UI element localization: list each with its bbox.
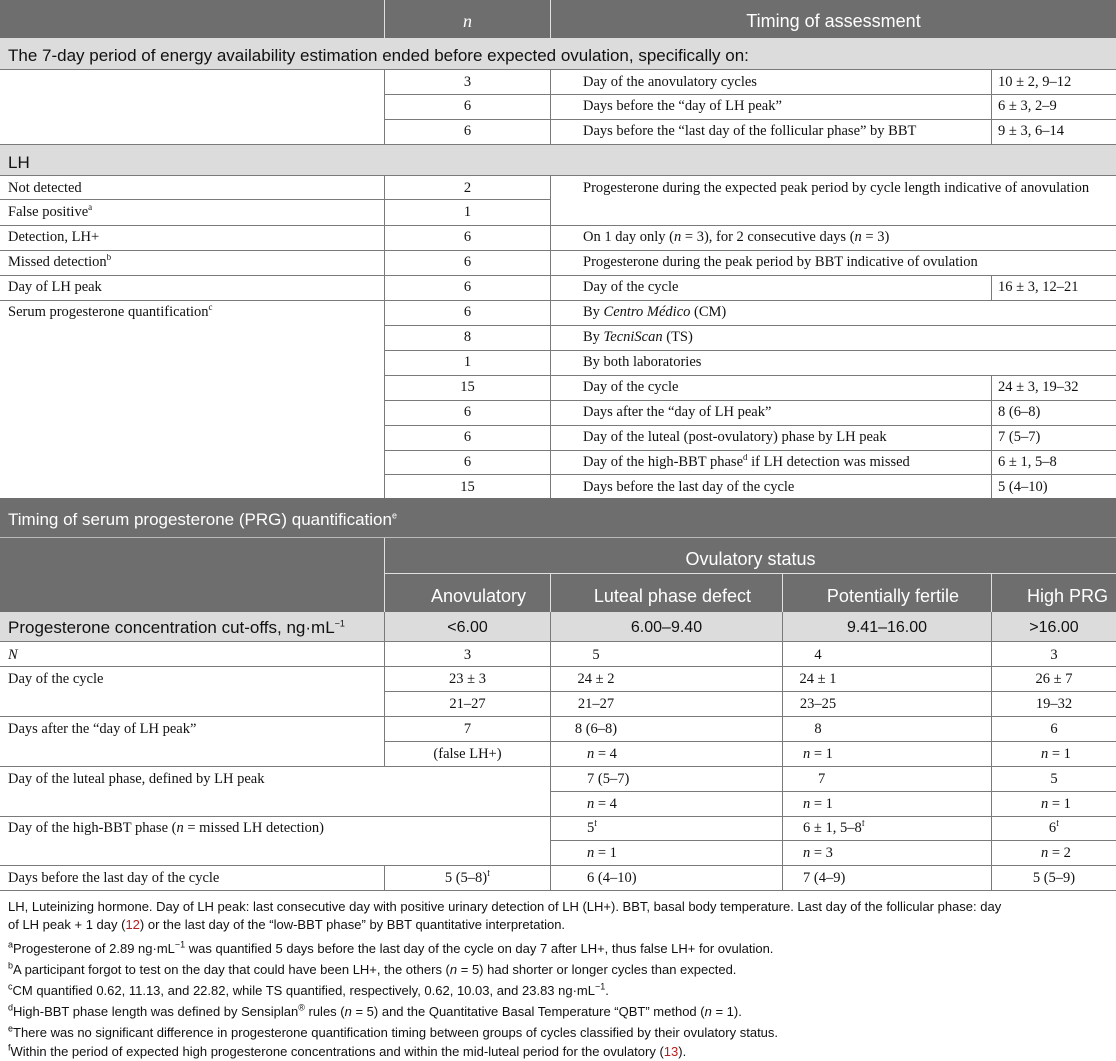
before-label: Days before the last day of the cycle: [8, 870, 220, 886]
day-cycle-mean-high-prg: 26 ± 7: [1035, 671, 1073, 687]
serum-row2-desc: By TecniScan (TS): [583, 329, 693, 345]
footnote-abbreviations-1: LH, Luteinizing hormone. Day of LH peak: last consecutive day with positive urinary detection of LH (LH+). BBT, basal body temperature. Last day of the follicular phase: day: [8, 899, 1002, 914]
footnote-abbreviations-2: of LH peak + 1 day (12) or the last day of the “low-BBT phase” by BBT quantitative interpretation.: [8, 917, 566, 932]
serum-row6-val: 7 (5–7): [998, 429, 1041, 445]
serum-row8-val: 5 (4–10): [998, 479, 1048, 495]
before-high-prg: 5 (5–9): [1032, 870, 1076, 886]
highbbt-sub-luteal-defect: n = 1: [587, 845, 617, 861]
days-after-sub-luteal-defect: n = 4: [587, 746, 617, 762]
s1-row1-n: 3: [463, 74, 472, 90]
days-after-high-prg: 6: [1050, 721, 1058, 737]
section3-title: Timing of serum progesterone (PRG) quantification$^e$: [0, 498, 1116, 538]
highbbt-sub-potentially-fertile: n = 3: [803, 845, 833, 861]
serum-row5-n: 6: [463, 404, 472, 420]
lh-peak-desc: Day of the cycle: [583, 279, 679, 295]
group-anovulatory: Anovulatory: [430, 586, 526, 606]
day-cycle-mean-potentially-fertile: 24 ± 1: [799, 671, 837, 687]
highbbt-sub-high-prg: n = 2: [1041, 845, 1071, 861]
before-potentially-fertile: 7 (4–9): [803, 870, 846, 886]
lh-false-positive-label: False positive$^a$: [8, 204, 93, 220]
serum-row2-n: 8: [463, 329, 472, 345]
serum-row1-n: 6: [463, 304, 472, 320]
cutoff-anovulatory: <6.00: [447, 619, 488, 636]
lh-false-positive-n: 1: [463, 204, 472, 220]
luteal-sub-luteal-defect: n = 4: [587, 796, 617, 812]
lh-missed-n: 6: [463, 254, 472, 270]
luteal-label: Day of the luteal phase, defined by LH peak: [8, 771, 265, 787]
s1-row2-desc: Days before the “day of LH peak”: [583, 98, 782, 114]
lh-detection-desc: On 1 day only (n = 3), for 2 consecutive days (n = 3): [583, 229, 890, 245]
s1-row1-desc: Day of the anovulatory cycles: [583, 74, 757, 90]
footnote-e: $^e$There was no significant difference in progesterone quantification timing between groups of cycles classified by their ovulatory status.: [8, 1023, 779, 1040]
section2-title: LH: [0, 144, 1116, 176]
N-high-prg: 3: [1050, 647, 1058, 663]
lh-peak-label: Day of LH peak: [8, 279, 102, 295]
serum-row4-desc: Day of the cycle: [583, 379, 679, 395]
reference-link-13[interactable]: 13: [663, 1044, 679, 1059]
day-cycle-range-anovulatory: 21–27: [449, 696, 486, 712]
days-after-anovulatory: 7: [463, 721, 472, 737]
ovulatory-status-label: Ovulatory status: [685, 549, 816, 569]
serum-row8-n: 15: [460, 479, 475, 495]
serum-row3-desc: By both laboratories: [583, 354, 702, 370]
section1-title: The 7-day period of energy availability estimation ended before expected ovulation, specifically on:: [0, 38, 1116, 70]
footnote-f: $^f$Within the period of expected high progesterone concentrations and within the mid-luteal period for the ovulatory (13).: [8, 1042, 687, 1059]
cutoff-luteal-defect: 6.00–9.40: [630, 619, 703, 636]
reference-link-12[interactable]: 12: [125, 917, 140, 932]
lh-detection-label: Detection, LH+: [8, 229, 100, 245]
serum-row4-val: 24 ± 3, 19–32: [998, 379, 1079, 395]
s1-row3-val: 9 ± 3, 6–14: [998, 123, 1064, 139]
cutoff-label: Progesterone concentration cut-offs, $ng\cdot mL^{-1}$: [8, 618, 345, 637]
group-high-prg: High PRG: [1026, 586, 1108, 606]
cutoff-potentially-fertile: 9.41–16.00: [846, 619, 928, 636]
days-after-potentially-fertile: 8: [814, 721, 822, 737]
serum-row7-val: 6 ± 1, 5–8: [998, 454, 1057, 470]
luteal-sub-high-prg: n = 1: [1041, 796, 1071, 812]
lh-detection-n: 6: [463, 229, 472, 245]
days-after-sub-anovulatory: (false LH+): [433, 746, 502, 762]
serum-row6-desc: Day of the luteal (post-ovulatory) phase by LH peak: [583, 429, 887, 445]
serum-row6-n: 6: [463, 429, 472, 445]
serum-row5-val: 8 (6–8): [998, 404, 1041, 420]
header-n: n: [385, 11, 550, 32]
serum-row8-desc: Days before the last day of the cycle: [583, 479, 795, 495]
s1-row3-n: 6: [463, 123, 472, 139]
serum-row4-n: 15: [460, 379, 475, 395]
day-cycle-range-high-prg: 19–32: [1035, 696, 1073, 712]
s1-row1-val: 10 ± 2, 9–12: [998, 74, 1072, 90]
day-cycle-mean-anovulatory: 23 ± 3: [449, 671, 486, 687]
days-after-sub-high-prg: n = 1: [1041, 746, 1071, 762]
lh-not-detected-label: Not detected: [8, 180, 82, 196]
group-potentially-fertile: Potentially fertile: [826, 586, 959, 606]
s1-row2-val: 6 ± 3, 2–9: [998, 98, 1057, 114]
lh-peak-val: 16 ± 3, 12–21: [998, 279, 1079, 295]
highbbt-label: Day of the high-BBT phase (n = missed LH detection): [8, 820, 324, 836]
before-anovulatory: 5 $(5-8)^f$: [444, 870, 491, 886]
lh-not-detected-n: 2: [463, 180, 472, 196]
serum-row7-desc: Day of the high-BBT phase$^d$ if LH detection was missed: [583, 454, 910, 470]
serum-row3-n: 1: [463, 354, 472, 370]
luteal-high-prg: 5: [1050, 771, 1058, 787]
days-after-luteal-defect: 8 (6–8): [574, 721, 618, 737]
serum-label: Serum progesterone quantification$^c$: [8, 304, 213, 320]
days-after-sub-potentially-fertile: n = 1: [803, 746, 833, 762]
footnote-a: $^a$Progesterone of 2.89 $ng\cdot mL^{-1}$ was quantified 5 days before the last day of the cycle on day 7 after LH+, thus false LH+ for ovulation.: [8, 939, 774, 956]
luteal-luteal-defect: 7 (5–7): [587, 771, 630, 787]
day-cycle-range-luteal-defect: 21–27: [577, 696, 615, 712]
before-luteal-defect: 6 (4–10): [587, 870, 637, 886]
luteal-sub-potentially-fertile: n = 1: [803, 796, 833, 812]
N-label: N: [8, 647, 18, 663]
cutoff-high-prg: >16.00: [1029, 619, 1079, 636]
luteal-potentially-fertile: 7: [818, 771, 826, 787]
lh-peak-n: 6: [463, 279, 472, 295]
N-luteal-defect: 5: [592, 647, 600, 663]
header-timing: Timing of assessment: [746, 11, 921, 31]
lh-missed-desc: Progesterone during the peak period by BBT indicative of ovulation: [583, 254, 978, 270]
footnote-d: $^d$High-BBT phase length was defined by Sensiplan® rules (n = 5) and the Quantitative Basal Temperature “QBT” method (n = 1).: [8, 1002, 742, 1019]
highbbt-potentially-fertile: 6 ± 1, 5–8$^f$: [803, 820, 865, 836]
s1-row3-desc: Days before the “last day of the follicular phase” by BBT: [583, 123, 917, 139]
day-cycle-range-potentially-fertile: 23–25: [799, 696, 837, 712]
day-cycle-label: Day of the cycle: [8, 671, 104, 687]
days-after-label: Days after the “day of LH peak”: [8, 721, 197, 737]
lh-missed-label: Missed detection$^b$: [8, 254, 112, 270]
s1-row2-n: 6: [463, 98, 472, 114]
footnote-c: $^c$CM quantified 0.62, 11.13, and 22.82, while TS quantified, respectively, 0.62, 10.03, and 23.83 $ng\cdot mL^{-1}$.: [8, 981, 609, 998]
serum-row7-n: 6: [463, 454, 472, 470]
N-anovulatory: 3: [463, 647, 472, 663]
serum-row1-desc: By Centro Médico (CM): [583, 304, 727, 320]
serum-row5-desc: Days after the “day of LH peak”: [583, 404, 772, 420]
highbbt-luteal-defect: 5$^f$: [587, 820, 598, 836]
highbbt-high-prg: 6$^f$: [1048, 820, 1060, 836]
lh-not-detected-desc: Progesterone during the expected peak period by cycle length indicative of anovulation: [583, 180, 1090, 196]
day-cycle-mean-luteal-defect: 24 ± 2: [577, 671, 615, 687]
group-luteal-defect: Luteal phase defect: [593, 586, 751, 606]
N-potentially-fertile: 4: [814, 647, 822, 663]
footnote-b: $^b$A participant forgot to test on the day that could have been LH+, the others (n = 5) had shorter or longer cycles than expected.: [8, 960, 737, 977]
